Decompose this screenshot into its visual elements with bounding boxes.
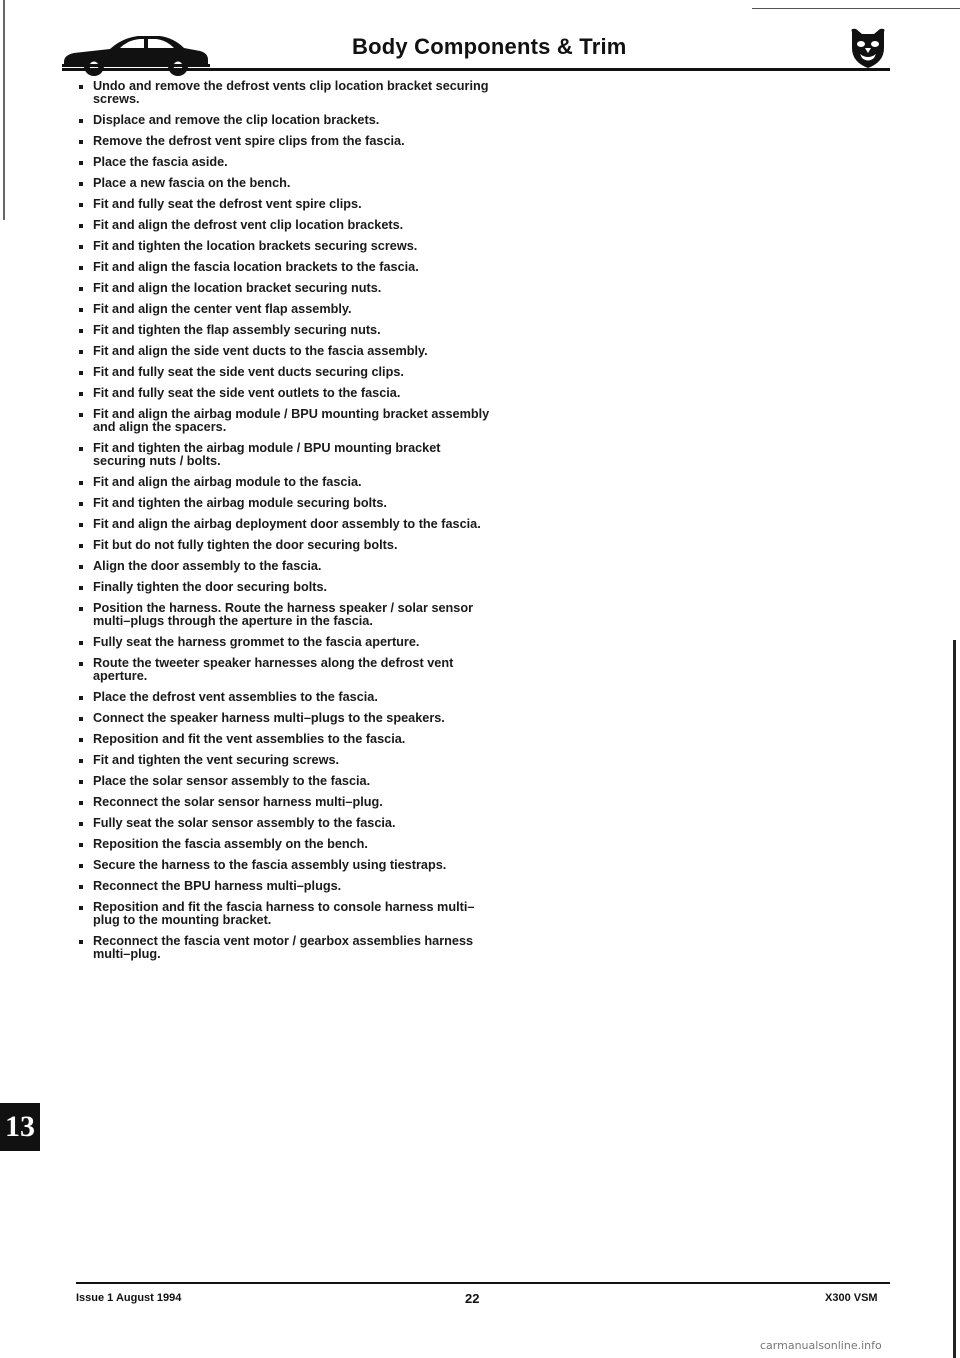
header-top-rule — [752, 8, 960, 9]
footer-manual: X300 VSM — [825, 1292, 878, 1304]
step-item: Place the solar sensor assembly to the fascia. — [76, 775, 496, 788]
step-item: Reposition and fit the vent assemblies to the fascia. — [76, 733, 496, 746]
step-item: Fit and align the airbag deployment door assembly to the fascia. — [76, 518, 496, 531]
watermark: carmanualsonline.info — [760, 1339, 882, 1352]
step-item: Place the defrost vent assemblies to the fascia. — [76, 691, 496, 704]
footer-issue: Issue 1 August 1994 — [76, 1292, 182, 1304]
step-item: Route the tweeter speaker harnesses along the defrost vent aperture. — [76, 657, 496, 683]
step-item: Reconnect the solar sensor harness multi–plug. — [76, 796, 496, 809]
step-item: Fit and tighten the airbag module / BPU mounting bracket securing nuts / bolts. — [76, 442, 496, 468]
step-item: Reposition and fit the fascia harness to console harness multi–plug to the mounting bracket. — [76, 901, 496, 927]
step-item: Fit and align the fascia location brackets to the fascia. — [76, 261, 496, 274]
jaguar-badge-icon — [848, 26, 888, 70]
step-item: Fit and align the center vent flap assembly. — [76, 303, 496, 316]
step-item: Fit and align the defrost vent clip location brackets. — [76, 219, 496, 232]
step-item: Fit and tighten the location brackets securing screws. — [76, 240, 496, 253]
step-item: Secure the harness to the fascia assembly using tiestraps. — [76, 859, 496, 872]
step-item: Reconnect the fascia vent motor / gearbox assemblies harness multi–plug. — [76, 935, 496, 961]
left-margin-rule — [3, 0, 5, 220]
step-item: Undo and remove the defrost vents clip location bracket securing screws. — [76, 80, 496, 106]
step-item: Fit and tighten the airbag module securing bolts. — [76, 497, 496, 510]
section-tab: 13 — [0, 1103, 40, 1151]
step-item: Fit and tighten the vent securing screws. — [76, 754, 496, 767]
procedure-steps — [76, 80, 496, 969]
step-item: Align the door assembly to the fascia. — [76, 560, 496, 573]
page-header — [0, 0, 960, 80]
right-margin-rule — [953, 640, 956, 1358]
step-item: Fit and tighten the flap assembly securing nuts. — [76, 324, 496, 337]
step-item: Fit and fully seat the defrost vent spire clips. — [76, 198, 496, 211]
step-item: Place the fascia aside. — [76, 156, 496, 169]
step-item: Connect the speaker harness multi–plugs to the speakers. — [76, 712, 496, 725]
step-item: Place a new fascia on the bench. — [76, 177, 496, 190]
step-item: Fully seat the harness grommet to the fascia aperture. — [76, 636, 496, 649]
step-item: Fit and align the airbag module / BPU mounting bracket assembly and align the spacers. — [76, 408, 496, 434]
car-logo-icon — [60, 22, 210, 80]
page-number: 22 — [465, 1291, 480, 1306]
step-item: Reconnect the BPU harness multi–plugs. — [76, 880, 496, 893]
step-item: Fit and align the location bracket securing nuts. — [76, 282, 496, 295]
step-item: Fit and align the side vent ducts to the fascia assembly. — [76, 345, 496, 358]
step-item: Finally tighten the door securing bolts. — [76, 581, 496, 594]
step-item: Fit and fully seat the side vent outlets to the fascia. — [76, 387, 496, 400]
step-item: Fit and align the airbag module to the fascia. — [76, 476, 496, 489]
step-item: Fully seat the solar sensor assembly to the fascia. — [76, 817, 496, 830]
footer-rule — [76, 1282, 890, 1284]
step-item: Reposition the fascia assembly on the bench. — [76, 838, 496, 851]
step-item: Fit and fully seat the side vent ducts securing clips. — [76, 366, 496, 379]
header-rule — [62, 68, 890, 71]
step-item: Fit but do not fully tighten the door securing bolts. — [76, 539, 496, 552]
step-item: Displace and remove the clip location brackets. — [76, 114, 496, 127]
step-item: Remove the defrost vent spire clips from the fascia. — [76, 135, 496, 148]
header-title: Body Components & Trim — [352, 34, 627, 59]
step-item: Position the harness. Route the harness speaker / solar sensor multi–plugs through the aperture in the fascia. — [76, 602, 496, 628]
